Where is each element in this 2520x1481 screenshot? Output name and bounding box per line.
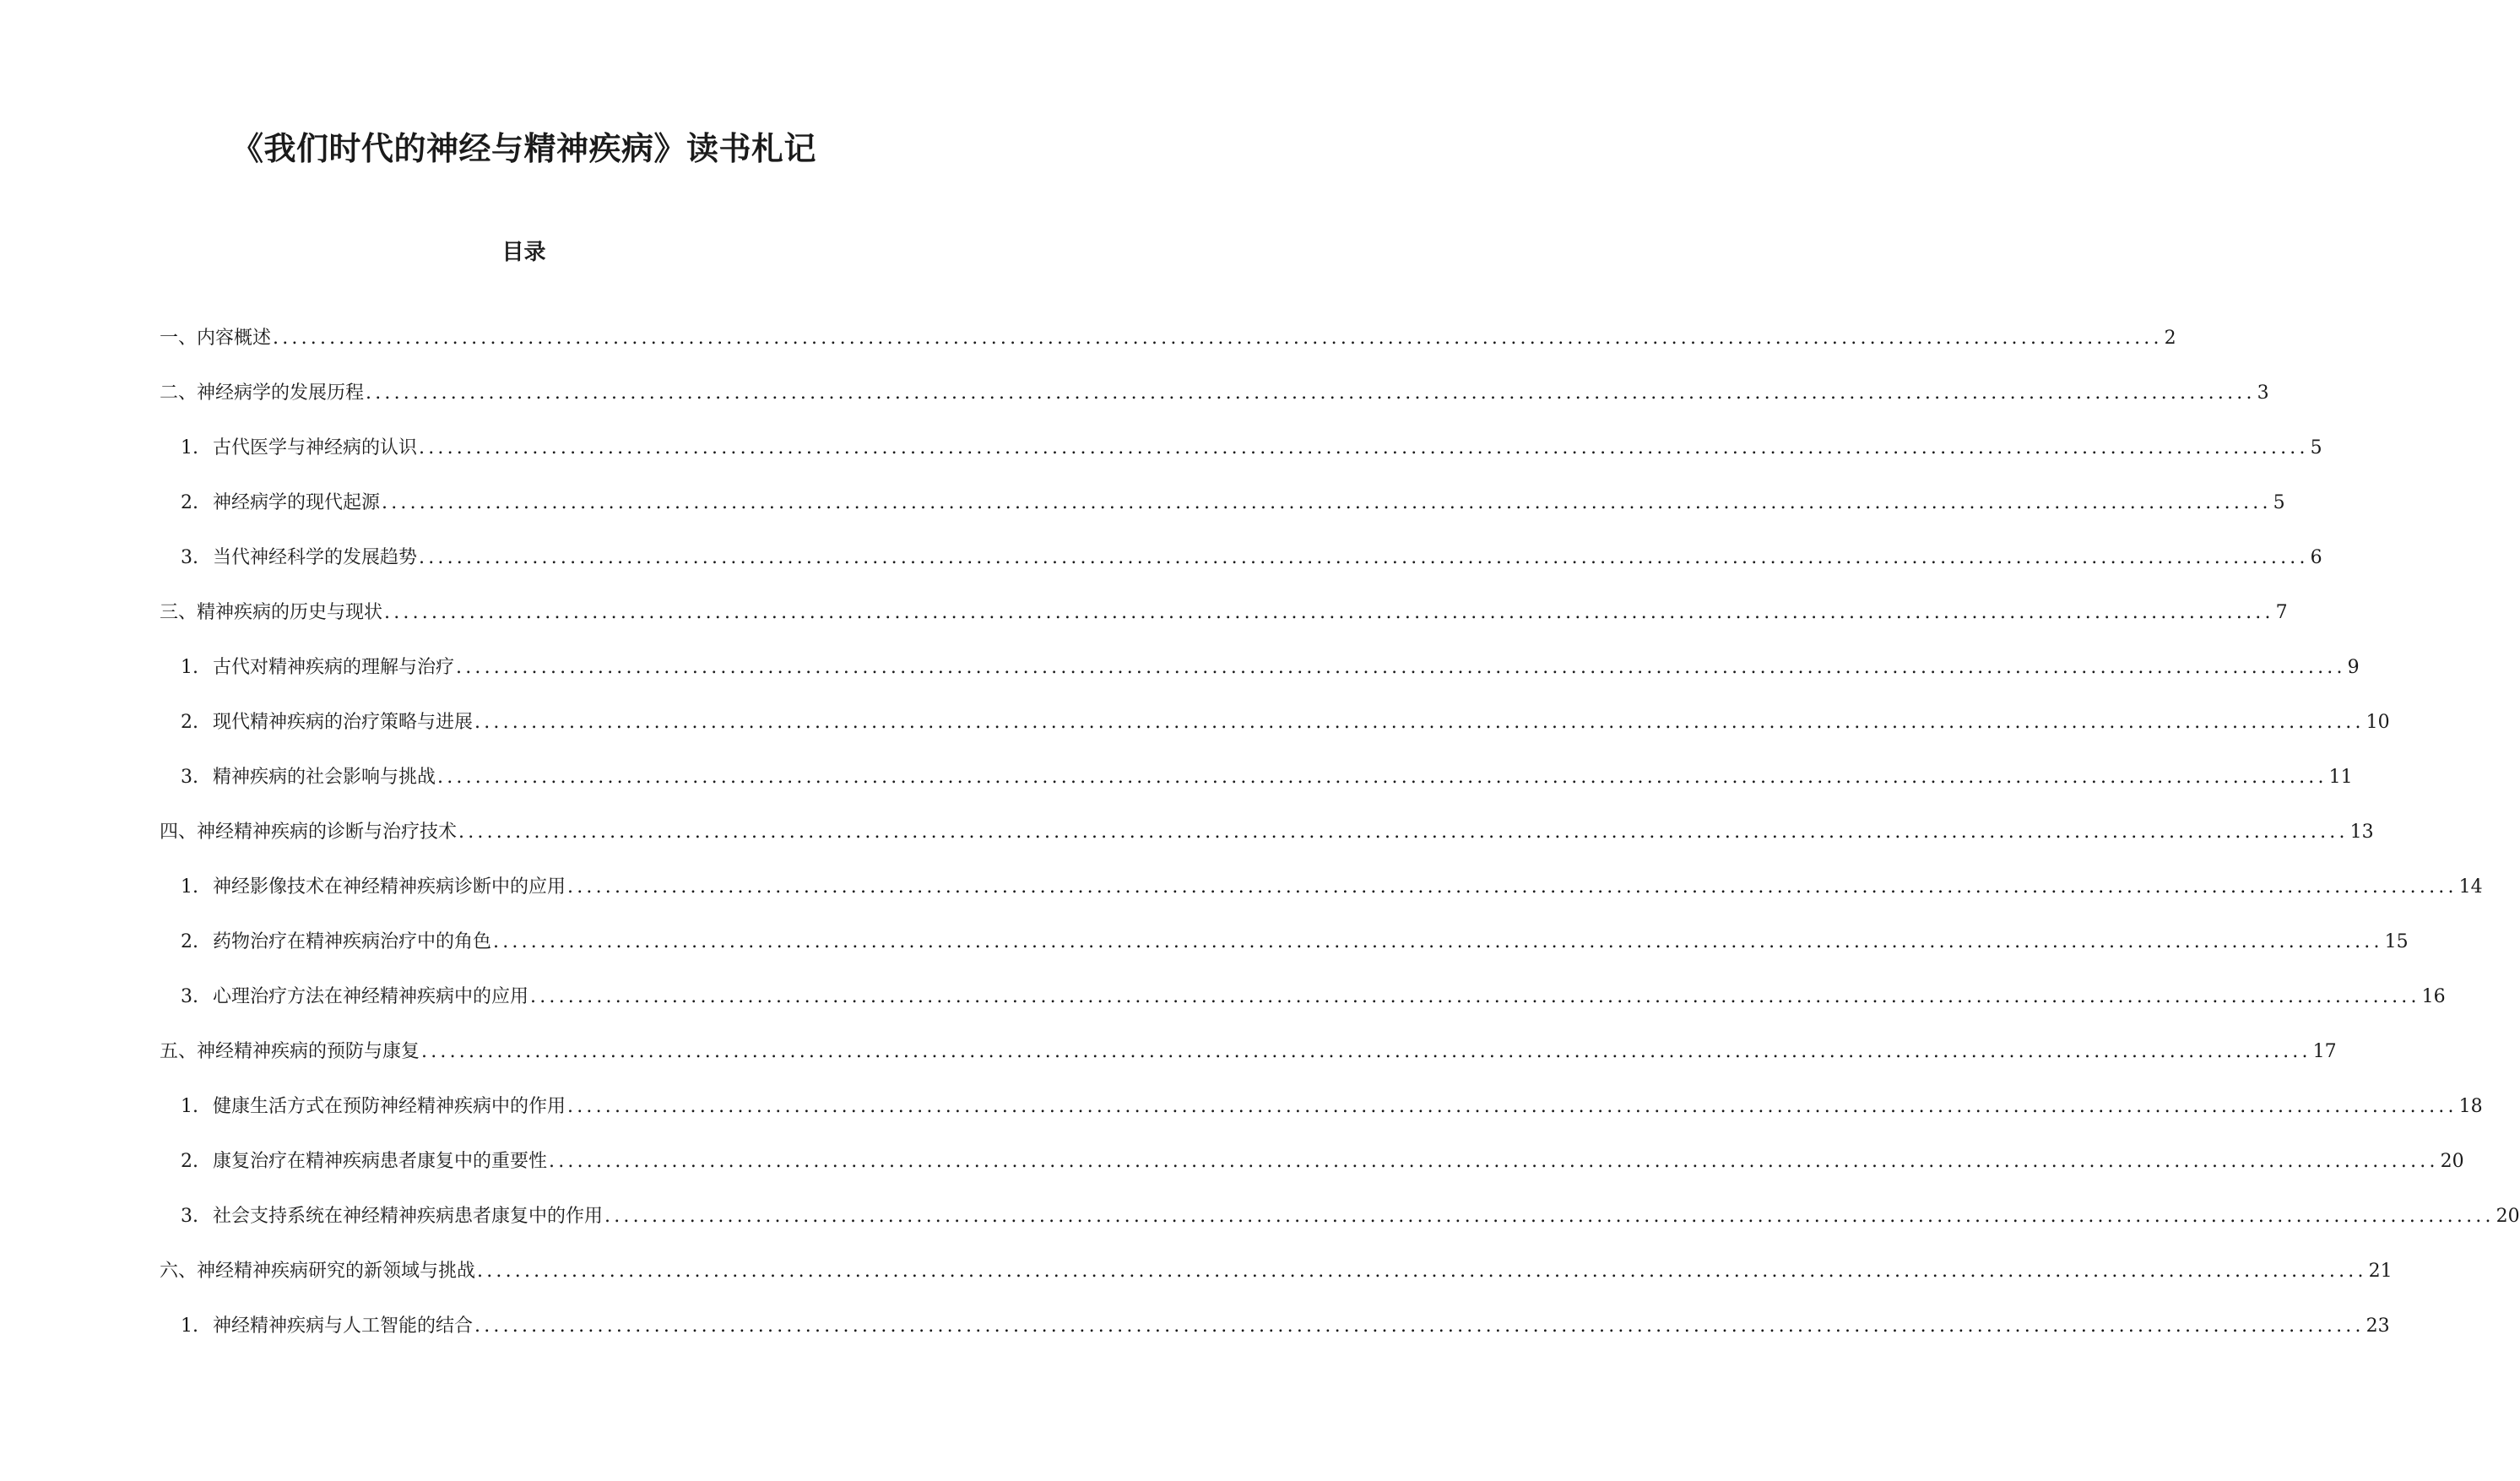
toc-entry-label: 心理治疗方法在神经精神疾病中的应用: [213, 986, 529, 1007]
toc-entry-3[interactable]: [0, 434, 2322, 489]
toc-entry-label: 康复治疗在精神疾病患者康复中的重要性: [213, 1151, 548, 1172]
toc-entry-page-number: 11: [2328, 767, 2353, 788]
table-of-contents: [0, 324, 2520, 1367]
toc-entry-page-number: 23: [2366, 1316, 2390, 1337]
toc-entry-5[interactable]: [0, 544, 2322, 599]
toc-dot-leader: ........................................................................................................................................................................................................: [456, 657, 2346, 678]
toc-dot-leader: ........................................................................................................................................................................................................: [474, 712, 2365, 733]
toc-entry-label: 二、神经病学的发展历程: [160, 382, 365, 404]
toc-entry-label: 现代精神疾病的治疗策略与进展: [213, 712, 474, 733]
toc-entry-page-number: 10: [2366, 712, 2390, 733]
toc-entry-8[interactable]: [0, 708, 2390, 763]
toc-entry-number: 1.: [181, 1316, 198, 1337]
toc-entry-19[interactable]: [0, 1312, 2390, 1367]
toc-dot-leader: ........................................................................................................................................................................................................: [366, 382, 2256, 404]
toc-entry-number: 3.: [181, 1206, 198, 1227]
toc-dot-leader: ........................................................................................................................................................................................................: [530, 986, 2420, 1007]
toc-entry-page-number: 17: [2312, 1041, 2337, 1062]
toc-entry-page-number: 5: [2273, 492, 2285, 513]
toc-entry-label: 神经精神疾病与人工智能的结合: [213, 1316, 474, 1337]
toc-entry-label: 精神疾病的社会影响与挑战: [213, 767, 436, 788]
toc-dot-leader: ........................................................................................................................................................................................................: [549, 1151, 2439, 1172]
toc-entry-number: 2.: [181, 712, 198, 733]
toc-dot-leader: ........................................................................................................................................................................................................: [493, 931, 2383, 952]
toc-entry-page-number: 18: [2458, 1096, 2483, 1117]
toc-entry-label: 药物治疗在精神疾病治疗中的角色: [213, 931, 492, 952]
toc-entry-9[interactable]: [0, 763, 2353, 818]
toc-entry-label: 社会支持系统在神经精神疾病患者康复中的作用: [213, 1206, 604, 1227]
toc-entry-label: 一、内容概述: [160, 328, 272, 349]
toc-dot-leader: ........................................................................................................................................................................................................: [273, 328, 2163, 349]
toc-entry-number: 1.: [181, 657, 198, 678]
toc-entry-15[interactable]: [0, 1093, 2483, 1147]
toc-dot-leader: ........................................................................................................................................................................................................: [604, 1206, 2495, 1227]
toc-entry-11[interactable]: [0, 873, 2483, 928]
toc-entry-number: 2.: [181, 931, 198, 952]
toc-dot-leader: ........................................................................................................................................................................................................: [474, 1316, 2365, 1337]
toc-dot-leader: ........................................................................................................................................................................................................: [567, 1096, 2458, 1117]
toc-entry-number: 3.: [181, 547, 198, 568]
toc-dot-leader: ........................................................................................................................................................................................................: [437, 767, 2328, 788]
toc-entry-page-number: 20: [2440, 1151, 2464, 1172]
toc-entry-page-number: 3: [2257, 382, 2269, 404]
toc-entry-16[interactable]: [0, 1147, 2464, 1202]
toc-entry-6[interactable]: [0, 599, 2288, 654]
toc-entry-page-number: 13: [2349, 822, 2374, 843]
document-title: 《我们时代的神经与精神疾病》读书札记: [230, 130, 816, 167]
toc-entry-7[interactable]: [0, 654, 2360, 708]
toc-dot-leader: ........................................................................................................................................................................................................: [384, 602, 2274, 623]
toc-entry-page-number: 14: [2458, 876, 2483, 898]
toc-entry-number: 2.: [181, 1151, 198, 1172]
toc-entry-12[interactable]: [0, 928, 2409, 983]
toc-entry-4[interactable]: [0, 489, 2285, 544]
toc-entry-18[interactable]: [0, 1257, 2393, 1312]
toc-entry-label: 古代医学与神经病的认识: [213, 437, 418, 458]
toc-entry-label: 六、神经精神疾病研究的新领域与挑战: [160, 1261, 476, 1282]
toc-dot-leader: ........................................................................................................................................................................................................: [477, 1261, 2367, 1282]
toc-entry-label: 五、神经精神疾病的预防与康复: [160, 1041, 420, 1062]
toc-entry-label: 神经影像技术在神经精神疾病诊断中的应用: [213, 876, 566, 898]
toc-entry-page-number: 2: [2164, 328, 2176, 349]
toc-dot-leader: ........................................................................................................................................................................................................: [382, 492, 2272, 513]
toc-entry-10[interactable]: [0, 818, 2374, 873]
toc-entry-number: 1.: [181, 1096, 198, 1117]
toc-entry-page-number: 21: [2368, 1261, 2393, 1282]
toc-entry-label: 四、神经精神疾病的诊断与治疗技术: [160, 822, 458, 843]
toc-entry-page-number: 7: [2275, 602, 2288, 623]
toc-entry-14[interactable]: [0, 1038, 2337, 1093]
toc-entry-number: 3.: [181, 986, 198, 1007]
toc-entry-2[interactable]: [0, 379, 2269, 434]
toc-entry-13[interactable]: [0, 983, 2446, 1038]
toc-entry-label: 三、精神疾病的历史与现状: [160, 602, 383, 623]
toc-entry-17[interactable]: [0, 1202, 2520, 1257]
toc-entry-number: 3.: [181, 767, 198, 788]
toc-heading: 目录: [501, 240, 546, 265]
toc-entry-page-number: 15: [2384, 931, 2409, 952]
toc-entry-number: 1.: [181, 876, 198, 898]
toc-entry-label: 健康生活方式在预防神经精神疾病中的作用: [213, 1096, 566, 1117]
toc-dot-leader: ........................................................................................................................................................................................................: [419, 547, 2309, 568]
toc-entry-1[interactable]: [0, 324, 2176, 379]
toc-entry-number: 2.: [181, 492, 198, 513]
toc-entry-label: 神经病学的现代起源: [213, 492, 381, 513]
toc-dot-leader: ........................................................................................................................................................................................................: [421, 1041, 2311, 1062]
toc-dot-leader: ........................................................................................................................................................................................................: [419, 437, 2309, 458]
toc-dot-leader: ........................................................................................................................................................................................................: [567, 876, 2458, 898]
toc-entry-label: 当代神经科学的发展趋势: [213, 547, 418, 568]
toc-entry-label: 古代对精神疾病的理解与治疗: [213, 657, 455, 678]
toc-entry-page-number: 20: [2496, 1206, 2520, 1227]
toc-dot-leader: ........................................................................................................................................................................................................: [458, 822, 2349, 843]
toc-entry-page-number: 16: [2421, 986, 2446, 1007]
toc-entry-number: 1.: [181, 437, 198, 458]
toc-entry-page-number: 6: [2310, 547, 2322, 568]
toc-entry-page-number: 9: [2347, 657, 2360, 678]
toc-entry-page-number: 5: [2310, 437, 2322, 458]
